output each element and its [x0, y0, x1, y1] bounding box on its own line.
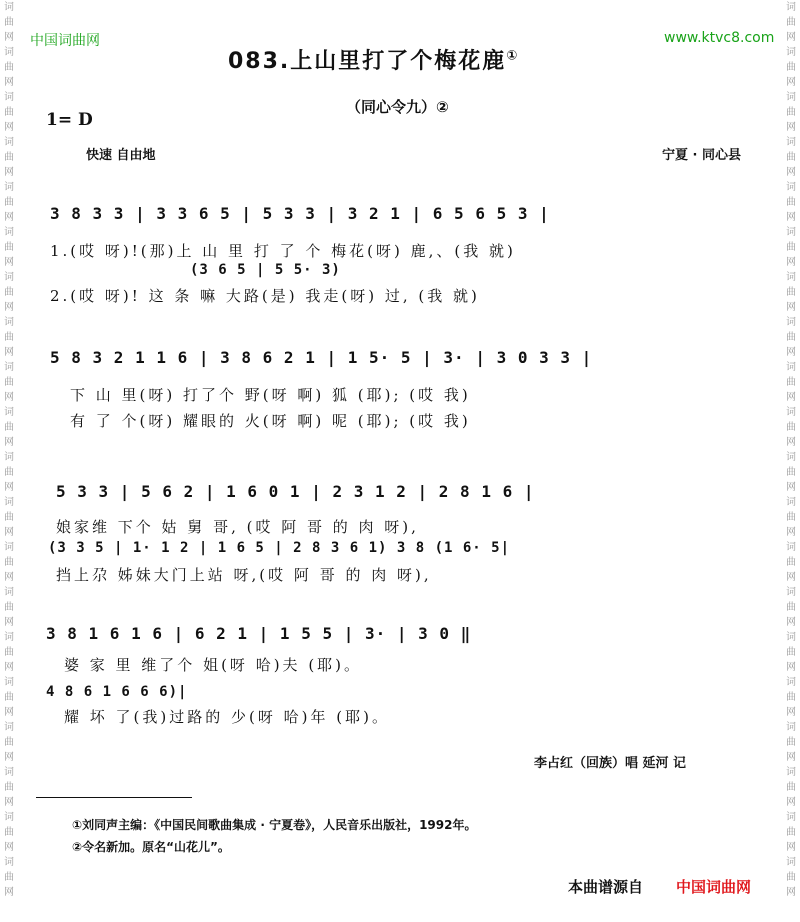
site-watermark-right: www.ktvc8.com	[664, 30, 775, 46]
score-row-1-lyric-1: 1.(哎 呀)!(那)上 山 里 打 了 个 梅花(呀) 鹿,、(我 就)	[50, 242, 516, 260]
score-row-3-notes: 5 3 3 | 5 6 2 | 1 6 0 1 | 2 3 1 2 | 2 8 1 6 |	[56, 482, 535, 501]
score-row-3-lyric-2: 挡上尕 姊妹大门上站 呀,(哎 阿 哥 的 肉 呀),	[56, 566, 432, 584]
score-row-1-alt-notes: (3 6 5 | 5 5· 3)	[190, 262, 341, 278]
footnote-2: ②令名新加。原名“山花儿”。	[72, 840, 230, 854]
score-row-4-lyric-1: 婆 家 里 维了个 姐(呀 哈)夫 (耶)。	[64, 656, 363, 674]
title-footnote-mark: ①	[506, 48, 520, 64]
score-row-1-lyric-2: 2.(哎 呀)! 这 条 嘛 大路(是) 我走(呀) 过, (我 就)	[50, 287, 480, 305]
score-row-4-alt-notes: 4 8 6 1 6 6 6)|	[46, 684, 188, 700]
score-row-3-alt-notes: (3 3 5 | 1· 1 2 | 1 6 5 | 2 8 3 6 1) 3 8 (1 6· 5|	[48, 540, 511, 556]
song-title	[228, 44, 519, 75]
score-row-4-lyric-2: 耀 坏 了(我)过路的 少(呀 哈)年 (耶)。	[64, 708, 390, 726]
score-row-4-notes: 3 8 1 6 1 6 | 6 2 1 | 1 5 5 | 3· | 3 0 ‖	[46, 624, 472, 643]
score-row-2-notes: 5 8 3 2 1 1 6 | 3 8 6 2 1 | 1 5· 5 | 3· | 3 0 3 3 |	[50, 348, 593, 367]
score-row-3-lyric-1: 娘家维 下个 姑 舅 哥, (哎 阿 哥 的 肉 呀),	[56, 518, 419, 536]
source-site-link[interactable]: 中国词曲网	[676, 878, 752, 896]
region-label: 宁夏 · 同心县	[662, 148, 741, 163]
score-row-2-lyric-1: 下 山 里(呀) 打了个 野(呀 啊) 狐 (耶); (哎 我)	[70, 386, 471, 404]
score-row-2-lyric-2: 有 了 个(呀) 耀眼的 火(呀 啊) 呢 (耶); (哎 我)	[70, 412, 471, 430]
side-watermark-left: 词曲网词曲网词曲网词曲网词曲网词曲网词曲网词曲网词曲网词曲网词曲网词曲网词曲网词曲网词曲网词曲网词曲网词曲网词曲网词曲网	[4, 2, 14, 898]
song-title-text: 083.上山里打了个梅花鹿	[228, 49, 507, 74]
song-subtitle: （同心令九）②	[346, 98, 449, 116]
tempo-marking: 快速 自由地	[86, 148, 156, 163]
score-row-1-notes: 3 8 3 3 | 3 3 6 5 | 5 3 3 | 3 2 1 | 6 5 6 5 3 |	[50, 204, 550, 223]
key-signature: 1= D	[46, 110, 93, 130]
footnote-1: ①刘同声主编：《中国民间歌曲集成 · 宁夏卷》，人民音乐出版社，1992年。	[72, 818, 477, 832]
performer-credits: 李占红（回族）唱 延河 记	[534, 756, 687, 771]
footnote-divider	[36, 797, 192, 798]
site-watermark-left: 中国词曲网	[30, 33, 100, 49]
side-watermark-right: 词曲网词曲网词曲网词曲网词曲网词曲网词曲网词曲网词曲网词曲网词曲网词曲网词曲网词曲网词曲网词曲网词曲网词曲网词曲网词曲网	[786, 2, 796, 898]
source-label: 本曲谱源自	[568, 878, 644, 896]
